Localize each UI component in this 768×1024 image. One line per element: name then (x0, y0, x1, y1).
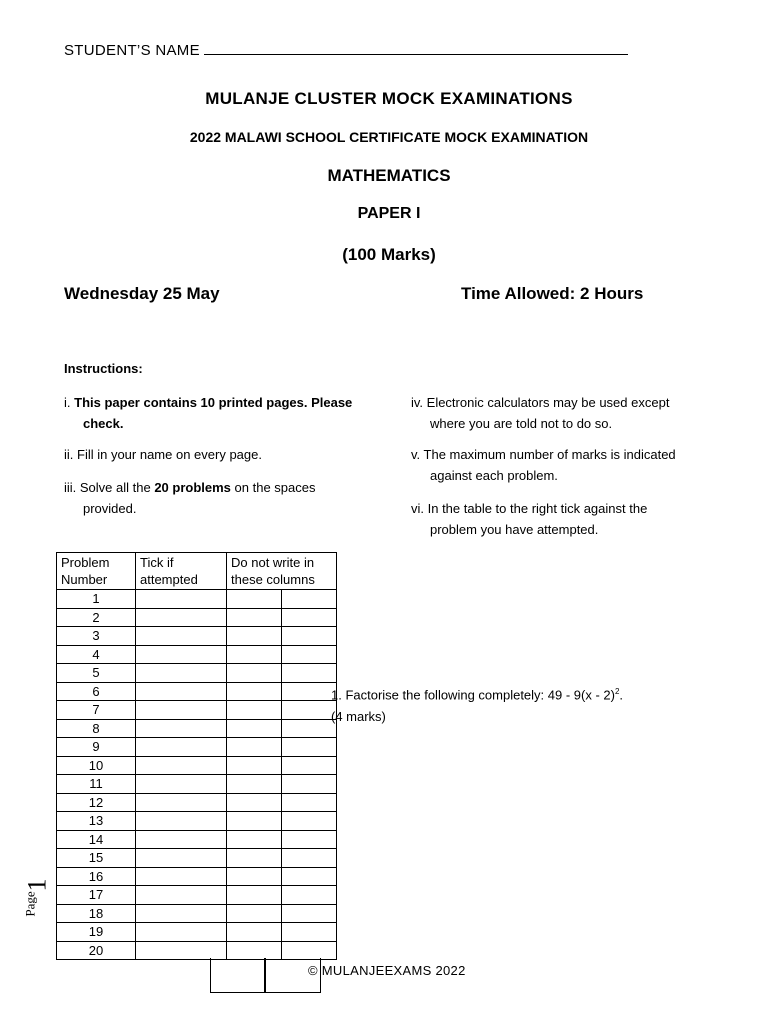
examiner-columns-header: Do not write in these columns (227, 553, 337, 590)
examiner-cell-a (227, 849, 282, 868)
tick-cell[interactable] (136, 923, 227, 942)
examiner-cell-b (282, 738, 337, 757)
subject-title: MATHEMATICS (327, 166, 451, 185)
tick-cell[interactable] (136, 830, 227, 849)
total-marks: (100 Marks) (342, 245, 436, 264)
exam-subtitle: 2022 MALAWI SCHOOL CERTIFICATE MOCK EXAMINATION (189, 129, 589, 145)
examiner-cell-b (282, 793, 337, 812)
table-header-row (57, 553, 337, 590)
question-1-marks: (4 marks) (331, 709, 386, 725)
problem-number-cell: 13 (57, 812, 136, 831)
instructions-heading: Instructions: (64, 361, 143, 376)
problem-number-cell: 10 (57, 756, 136, 775)
examiner-cell-b (282, 664, 337, 683)
examiner-cell-b (282, 590, 337, 609)
tick-cell[interactable] (136, 941, 227, 960)
table-row (57, 904, 337, 923)
table-row (57, 923, 337, 942)
problem-number-cell: 7 (57, 701, 136, 720)
page-word: Page (22, 891, 38, 917)
table-row (57, 830, 337, 849)
problem-number-cell: 5 (57, 664, 136, 683)
examiner-cell-b (282, 682, 337, 701)
examiner-cell-a (227, 608, 282, 627)
examiner-cell-b (282, 756, 337, 775)
instruction-i: i. This paper contains 10 printed pages. Please check. (64, 395, 353, 431)
table-row (57, 756, 337, 775)
instruction-iv: iv. Electronic calculators may be used except where you are told not to do so. (411, 395, 670, 431)
examiner-cell-a (227, 590, 282, 609)
time-allowed: Time Allowed: 2 Hours (461, 284, 644, 303)
table-row (57, 590, 337, 609)
student-name-field[interactable] (64, 42, 628, 59)
examiner-cell-b (282, 701, 337, 720)
tick-cell[interactable] (136, 682, 227, 701)
table-row (57, 793, 337, 812)
tick-header: Tick if attempted (136, 553, 227, 590)
examiner-cell-b (282, 775, 337, 794)
problem-number-cell: 11 (57, 775, 136, 794)
tick-cell[interactable] (136, 849, 227, 868)
instruction-v: v. The maximum number of marks is indicated against each problem. (411, 447, 676, 483)
tick-cell[interactable] (136, 608, 227, 627)
examiner-cell-b (282, 904, 337, 923)
examiner-cell-a (227, 738, 282, 757)
problem-number-cell: 2 (57, 608, 136, 627)
problem-number-cell: 18 (57, 904, 136, 923)
tick-cell[interactable] (136, 738, 227, 757)
table-row (57, 886, 337, 905)
table-row (57, 608, 337, 627)
table-row (57, 941, 337, 960)
table-row (57, 812, 337, 831)
table-row (57, 719, 337, 738)
table-row (57, 627, 337, 646)
page-number: 1 (22, 878, 52, 892)
problem-number-cell: 20 (57, 941, 136, 960)
examiner-cell-a (227, 756, 282, 775)
problem-number-cell: 8 (57, 719, 136, 738)
examiner-cell-b (282, 886, 337, 905)
problem-number-cell: 3 (57, 627, 136, 646)
table-row (57, 738, 337, 757)
examiner-cell-b (282, 645, 337, 664)
problem-number-cell: 1 (57, 590, 136, 609)
question-1: 1. Factorise the following completely: 49 - 9(x - 2)$^2$. (4 marks) (331, 687, 624, 725)
instruction-ii: ii. Fill in your name on every page. (64, 447, 262, 462)
examiner-cell-b (282, 608, 337, 627)
table-row (57, 849, 337, 868)
examiner-cell-b (282, 719, 337, 738)
examiner-total-cell-1 (210, 958, 266, 993)
examiner-cell-a (227, 867, 282, 886)
examiner-cell-b (282, 867, 337, 886)
examiner-cell-a (227, 719, 282, 738)
exam-date: Wednesday 25 May (64, 284, 220, 303)
examiner-cell-b (282, 627, 337, 646)
tick-cell[interactable] (136, 867, 227, 886)
tick-cell[interactable] (136, 812, 227, 831)
tick-cell[interactable] (136, 664, 227, 683)
instruction-vi: vi. In the table to the right tick against the problem you have attempted. (411, 501, 648, 537)
table-row (57, 645, 337, 664)
problem-number-header: Problem Number (57, 553, 136, 590)
page-label (24, 878, 54, 928)
tick-cell[interactable] (136, 775, 227, 794)
examiner-cell-a (227, 812, 282, 831)
problem-number-cell: 15 (57, 849, 136, 868)
table-row (57, 775, 337, 794)
problem-number-cell: 9 (57, 738, 136, 757)
examiner-cell-a (227, 775, 282, 794)
paper-title: PAPER I (357, 205, 421, 222)
problem-number-cell: 14 (57, 830, 136, 849)
examiner-cell-a (227, 793, 282, 812)
examiner-cell-b (282, 849, 337, 868)
problem-number-cell: 4 (57, 645, 136, 664)
table-row (57, 664, 337, 683)
examiner-cell-a (227, 886, 282, 905)
tick-cell[interactable] (136, 627, 227, 646)
problem-number-cell: 17 (57, 886, 136, 905)
instruction-iii: iii. Solve all the 20 problems on the spaces provided. (64, 480, 316, 516)
examiner-cell-a (227, 627, 282, 646)
tick-cell[interactable] (136, 701, 227, 720)
table-row (57, 867, 337, 886)
examiner-cell-a (227, 904, 282, 923)
tick-cell[interactable] (136, 904, 227, 923)
table-row (57, 701, 337, 720)
problem-number-cell: 6 (57, 682, 136, 701)
examiner-cell-a (227, 701, 282, 720)
student-name-label: STUDENT’S NAME (64, 42, 200, 59)
examiner-cell-b (282, 923, 337, 942)
tick-cell[interactable] (136, 719, 227, 738)
copyright-footer: © MULANJEEXAMS 2022 (308, 963, 466, 978)
examiner-cell-b (282, 941, 337, 960)
student-name-line[interactable] (204, 42, 628, 55)
problem-tracking-table (56, 552, 337, 960)
problem-number-cell: 12 (57, 793, 136, 812)
tick-cell[interactable] (136, 590, 227, 609)
exam-title: MULANJE CLUSTER MOCK EXAMINATIONS (205, 89, 573, 108)
examiner-cell-a (227, 664, 282, 683)
tick-cell[interactable] (136, 645, 227, 664)
table-row (57, 682, 337, 701)
problem-number-cell: 16 (57, 867, 136, 886)
tick-cell[interactable] (136, 793, 227, 812)
examiner-cell-b (282, 830, 337, 849)
examiner-cell-a (227, 682, 282, 701)
examiner-cell-a (227, 830, 282, 849)
examiner-cell-a (227, 923, 282, 942)
examiner-cell-a (227, 645, 282, 664)
tick-cell[interactable] (136, 886, 227, 905)
examiner-cell-a (227, 941, 282, 960)
examiner-cell-b (282, 812, 337, 831)
problem-number-cell: 19 (57, 923, 136, 942)
tick-cell[interactable] (136, 756, 227, 775)
